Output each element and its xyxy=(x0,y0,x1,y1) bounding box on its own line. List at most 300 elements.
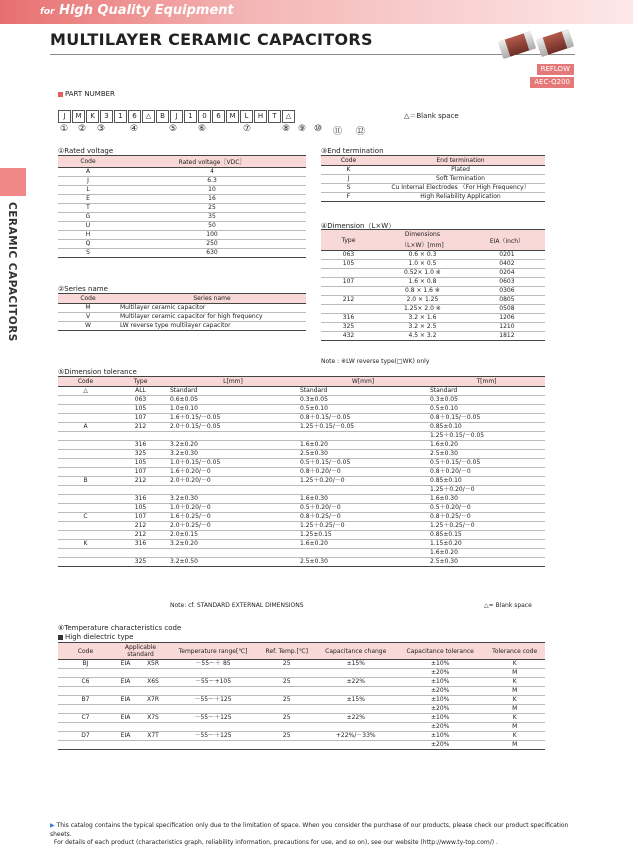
column-header: Code xyxy=(58,377,113,387)
table-cell xyxy=(58,504,113,513)
table-cell: 1210 xyxy=(469,323,545,332)
table-cell: 1.6±0.20 xyxy=(428,549,545,558)
table-row xyxy=(58,540,545,549)
table-cell: 1.6＋0.20/－0 xyxy=(168,468,298,477)
table-cell xyxy=(58,396,113,405)
table-cell xyxy=(298,432,428,441)
table-cell: 3.2 × 2.5 xyxy=(376,323,469,332)
table-cell: 100 xyxy=(118,231,306,240)
part-char-box: 1 xyxy=(184,110,197,123)
table-cell: ±20% xyxy=(396,723,484,732)
series-table xyxy=(58,293,306,331)
table-cell xyxy=(113,432,168,441)
table-cell xyxy=(258,705,315,714)
table-cell: 3.2±0.30 xyxy=(168,450,298,459)
table-cell xyxy=(315,723,396,732)
table-cell: 2.5±0.30 xyxy=(298,450,428,459)
table-cell xyxy=(58,495,113,504)
table-cell: M xyxy=(484,723,545,732)
table-cell: 325 xyxy=(321,323,376,332)
table-row xyxy=(321,278,545,287)
table-cell: 0.5±0.10 xyxy=(428,405,545,414)
table-cell: 2.0＋0.25/－0 xyxy=(168,522,298,531)
table-cell: Standard xyxy=(168,387,298,396)
table-row xyxy=(58,678,545,687)
table-cell: A xyxy=(58,168,118,177)
footer-note: ▶ This catalog contains the typical specification only due to the limitation of space. When you consider the purchase of our products, please check our product specification sheets. For details of each product (characteristics graph, reliability information, precautions for use, and so on), see our website (http://www.ty-top.com/) . xyxy=(50,822,569,846)
table-cell: 3.2±0.20 xyxy=(168,441,298,450)
table-cell: A xyxy=(58,423,113,432)
temp-heading: ⑥Temperature characteristics code xyxy=(58,624,182,632)
table-cell: 0204 xyxy=(469,269,545,278)
table-cell: 105 xyxy=(321,260,376,269)
table-cell: 4.5 × 3.2 xyxy=(376,332,469,341)
table-cell: 0.52× 1.0 ※ xyxy=(376,269,469,278)
index-marker: ③ xyxy=(97,124,106,134)
table-row xyxy=(321,287,545,296)
part-char-box: 3 xyxy=(100,110,113,123)
index-marker: ⑫ xyxy=(356,127,366,137)
column-header: Code xyxy=(58,294,118,304)
part-char-box: B xyxy=(156,110,169,123)
table-cell xyxy=(58,432,113,441)
table-cell: S xyxy=(58,249,118,258)
part-char-box: K xyxy=(86,110,99,123)
column-header: Type xyxy=(321,230,376,251)
table-cell: W xyxy=(58,322,118,331)
table-row xyxy=(321,260,545,269)
table-cell: 0306 xyxy=(469,287,545,296)
table-cell: 107 xyxy=(113,414,168,423)
table-cell xyxy=(321,305,376,314)
table-cell: 1.0±0.10 xyxy=(168,405,298,414)
table-cell: S xyxy=(321,184,376,193)
table-row xyxy=(58,714,545,723)
table-cell xyxy=(138,741,168,750)
table-cell: K xyxy=(58,540,113,549)
column-header: EIA（inch） xyxy=(469,230,545,251)
table-cell: ±22% xyxy=(315,678,396,687)
table-cell: C xyxy=(58,513,113,522)
table-cell xyxy=(58,687,113,696)
table-cell xyxy=(58,669,113,678)
table-cell: G xyxy=(58,213,118,222)
table-cell: Multilayer ceramic capacitor xyxy=(118,304,306,313)
table-cell: 0.85±0.10 xyxy=(428,423,545,432)
table-cell: 316 xyxy=(113,540,168,549)
table-cell: 1.25＋0.25/－0 xyxy=(298,522,428,531)
column-header: Tolerance code xyxy=(484,643,545,660)
table-cell xyxy=(258,723,315,732)
table-cell: X5R xyxy=(138,660,168,669)
table-cell: X7R xyxy=(138,696,168,705)
table-cell xyxy=(58,441,113,450)
tolerance-table xyxy=(58,376,545,567)
table-cell: 105 xyxy=(113,459,168,468)
table-cell xyxy=(168,549,298,558)
index-marker: ② xyxy=(78,124,87,134)
table-cell xyxy=(58,705,113,714)
table-cell: 1.0＋0.15/－0.05 xyxy=(168,459,298,468)
table-cell: Cu Internal Electrodes （For High Frequency） xyxy=(376,184,545,193)
table-cell: －55～+105 xyxy=(168,678,258,687)
table-cell: H xyxy=(58,231,118,240)
table-cell: 3.2±0.20 xyxy=(168,540,298,549)
table-cell: 2.0±0.15 xyxy=(168,531,298,540)
table-cell: 1.6±0.20 xyxy=(428,441,545,450)
table-row xyxy=(58,660,545,669)
table-cell: B xyxy=(58,477,113,486)
table-cell: 0805 xyxy=(469,296,545,305)
banner-text: for High Quality Equipment xyxy=(40,3,234,18)
table-row xyxy=(58,477,545,486)
table-cell: －55～＋125 xyxy=(168,714,258,723)
table-row xyxy=(58,459,545,468)
aec-badge: AEC-Q200 xyxy=(530,77,574,88)
table-cell xyxy=(168,705,258,714)
table-row xyxy=(58,522,545,531)
table-cell xyxy=(168,741,258,750)
table-cell: 0.8＋0.15/－0.05 xyxy=(428,414,545,423)
table-cell: 0.8＋0.20/－0 xyxy=(428,468,545,477)
column-header: Rated voltage［VDC］ xyxy=(118,156,306,168)
table-cell xyxy=(258,669,315,678)
table-cell: 212 xyxy=(113,477,168,486)
table-cell: △ xyxy=(58,387,113,396)
part-char-box: T xyxy=(268,110,281,123)
table-cell: 316 xyxy=(113,441,168,450)
part-char-box: M xyxy=(226,110,239,123)
table-cell: 0508 xyxy=(469,305,545,314)
part-char-box: M xyxy=(72,110,85,123)
table-row xyxy=(58,168,306,177)
table-cell: 212 xyxy=(113,522,168,531)
table-cell xyxy=(58,459,113,468)
table-cell: 1206 xyxy=(469,314,545,323)
table-cell: M xyxy=(58,304,118,313)
index-marker: ⑩ xyxy=(314,124,323,134)
table-cell: D7 xyxy=(58,732,113,741)
table-cell xyxy=(58,531,113,540)
table-cell xyxy=(58,723,113,732)
table-cell: BJ xyxy=(58,660,113,669)
index-marker: ⑥ xyxy=(198,124,207,134)
table-cell: Standard xyxy=(428,387,545,396)
table-cell: ALL xyxy=(113,387,168,396)
table-cell: 4 xyxy=(118,168,306,177)
column-header: Capacitance change xyxy=(315,643,396,660)
dimension-note: Note : ※LW reverse type(□WK) only xyxy=(321,358,430,365)
column-header: Capacitance tolerance xyxy=(396,643,484,660)
table-cell: －55～＋ 85 xyxy=(168,660,258,669)
table-cell: EIA xyxy=(113,660,138,669)
table-cell xyxy=(58,414,113,423)
series-heading: ②Series name xyxy=(58,285,108,293)
table-cell xyxy=(321,269,376,278)
column-header: Code xyxy=(58,156,118,168)
table-cell: 0.8 × 1.6 ※ xyxy=(376,287,469,296)
table-cell xyxy=(113,705,138,714)
column-header: （L×W）[mm] xyxy=(376,239,469,251)
table-cell: ±22% xyxy=(315,714,396,723)
table-cell: 107 xyxy=(113,513,168,522)
table-cell: 35 xyxy=(118,213,306,222)
table-cell: 1.6＋0.25/－0 xyxy=(168,513,298,522)
table-cell: －55～＋125 xyxy=(168,696,258,705)
table-cell: 0.5±0.10 xyxy=(298,405,428,414)
table-cell: 1.25＋0.20/－0 xyxy=(298,477,428,486)
table-cell: 1.6 × 0.8 xyxy=(376,278,469,287)
index-marker: ⑦ xyxy=(243,124,252,134)
table-cell: 2.5±0.30 xyxy=(428,558,545,567)
table-cell: K xyxy=(484,678,545,687)
table-cell: ±15% xyxy=(315,660,396,669)
column-header: Series name xyxy=(118,294,306,304)
table-cell: 6.3 xyxy=(118,177,306,186)
table-cell: 1.25＋0.25/－0 xyxy=(428,522,545,531)
table-row xyxy=(58,669,545,678)
table-cell xyxy=(113,549,168,558)
table-row xyxy=(321,296,545,305)
table-row xyxy=(58,177,306,186)
index-marker: ⑧ xyxy=(282,124,291,134)
index-marker: ⑤ xyxy=(169,124,178,134)
table-cell: 0.8＋0.20/－0 xyxy=(298,468,428,477)
table-cell: K xyxy=(484,732,545,741)
table-cell: K xyxy=(484,696,545,705)
table-cell: ±15% xyxy=(315,696,396,705)
table-cell: Q xyxy=(58,240,118,249)
table-cell: 1.0＋0.20/－0 xyxy=(168,504,298,513)
table-cell: 250 xyxy=(118,240,306,249)
table-cell: EIA xyxy=(113,678,138,687)
table-row xyxy=(58,513,545,522)
table-cell: 0201 xyxy=(469,251,545,260)
table-cell: J xyxy=(58,177,118,186)
table-cell: E xyxy=(58,195,118,204)
table-cell: 316 xyxy=(321,314,376,323)
table-cell: Multilayer ceramic capacitor for high frequency xyxy=(118,313,306,322)
table-cell xyxy=(168,486,298,495)
table-cell: 1.25＋0.20/－0 xyxy=(428,486,545,495)
table-cell: V xyxy=(58,313,118,322)
table-row xyxy=(58,723,545,732)
table-cell: K xyxy=(484,714,545,723)
table-row xyxy=(58,687,545,696)
table-cell xyxy=(138,669,168,678)
table-cell: L xyxy=(58,186,118,195)
tolerance-heading: ⑤Dimension tolerance xyxy=(58,368,137,376)
table-cell: 212 xyxy=(113,531,168,540)
table-cell: 1.25＋0.15/－0.05 xyxy=(298,423,428,432)
table-cell: ±10% xyxy=(396,678,484,687)
table-cell xyxy=(138,705,168,714)
table-row xyxy=(58,304,306,313)
table-cell: ±20% xyxy=(396,741,484,750)
table-cell: C6 xyxy=(58,678,113,687)
table-row xyxy=(58,405,545,414)
column-header: Applicable standard xyxy=(113,643,168,660)
table-cell xyxy=(315,705,396,714)
table-row xyxy=(58,705,545,714)
table-cell: 25 xyxy=(118,204,306,213)
table-row xyxy=(58,213,306,222)
table-cell: EIA xyxy=(113,696,138,705)
table-cell: K xyxy=(484,660,545,669)
table-cell: 0.8＋0.25/－0 xyxy=(298,513,428,522)
table-cell: X7T xyxy=(138,732,168,741)
table-cell: 316 xyxy=(113,495,168,504)
title-divider xyxy=(50,54,575,55)
table-cell xyxy=(58,741,113,750)
table-row xyxy=(58,696,545,705)
table-cell: M xyxy=(484,741,545,750)
blank-space-note: △＝Blank space xyxy=(404,112,459,120)
table-cell: K xyxy=(321,166,376,175)
table-cell: Soft Termination xyxy=(376,175,545,184)
table-cell: 0.5＋0.15/－0.05 xyxy=(428,459,545,468)
table-cell: EIA xyxy=(113,732,138,741)
table-cell: ±10% xyxy=(396,660,484,669)
dimension-table xyxy=(321,229,545,341)
rated-voltage-table xyxy=(58,155,306,258)
table-cell: 105 xyxy=(113,405,168,414)
table-cell: M xyxy=(484,669,545,678)
table-cell: 063 xyxy=(321,251,376,260)
table-row xyxy=(321,175,545,184)
table-row xyxy=(58,732,545,741)
table-row xyxy=(58,322,306,331)
table-cell xyxy=(315,669,396,678)
table-row xyxy=(58,387,545,396)
table-cell: 0.8＋0.25/－0 xyxy=(428,513,545,522)
table-row xyxy=(321,166,545,175)
table-cell: ±10% xyxy=(396,714,484,723)
table-cell: 630 xyxy=(118,249,306,258)
table-cell: 2.0＋0.20/－0 xyxy=(168,477,298,486)
table-cell: M xyxy=(484,687,545,696)
table-cell xyxy=(168,723,258,732)
table-cell xyxy=(258,687,315,696)
temperature-table xyxy=(58,642,545,750)
table-row xyxy=(321,332,545,341)
table-cell: 325 xyxy=(113,558,168,567)
table-cell: 2.5±0.30 xyxy=(298,558,428,567)
table-cell xyxy=(298,486,428,495)
table-row xyxy=(58,195,306,204)
table-cell xyxy=(58,549,113,558)
table-row xyxy=(58,423,545,432)
table-cell: X7S xyxy=(138,714,168,723)
table-cell xyxy=(113,741,138,750)
table-cell: 105 xyxy=(113,504,168,513)
table-cell xyxy=(58,405,113,414)
column-header: L[mm] xyxy=(168,377,298,387)
part-char-box: 0 xyxy=(198,110,211,123)
table-cell: 1.0 × 0.5 xyxy=(376,260,469,269)
table-cell: F xyxy=(321,193,376,202)
column-header: Code xyxy=(321,156,376,166)
index-marker: ④ xyxy=(130,124,139,134)
table-cell xyxy=(58,522,113,531)
column-header: Code xyxy=(58,643,113,660)
table-row xyxy=(58,222,306,231)
index-marker: ⑨ xyxy=(298,124,307,134)
table-row xyxy=(58,240,306,249)
part-char-box: 6 xyxy=(212,110,225,123)
table-cell xyxy=(258,741,315,750)
table-cell: ±10% xyxy=(396,732,484,741)
table-cell: 1.25＋0.15/－0.05 xyxy=(428,432,545,441)
reflow-badge: REFLOW xyxy=(537,64,574,75)
table-cell: 0.5＋0.20/－0 xyxy=(428,504,545,513)
table-cell: ±20% xyxy=(396,705,484,714)
table-cell: 0.6 × 0.3 xyxy=(376,251,469,260)
table-cell: 1.25× 2.0 ※ xyxy=(376,305,469,314)
table-cell: 2.0＋0.15/－0.05 xyxy=(168,423,298,432)
column-header: W[mm] xyxy=(298,377,428,387)
table-cell: J xyxy=(321,175,376,184)
table-row xyxy=(321,184,545,193)
table-row xyxy=(321,193,545,202)
table-cell: 3.2±0.30 xyxy=(168,495,298,504)
table-row xyxy=(58,249,306,258)
page-title: MULTILAYER CERAMIC CAPACITORS xyxy=(50,30,373,49)
table-cell xyxy=(315,687,396,696)
table-cell: High Reliability Application xyxy=(376,193,545,202)
table-cell: T xyxy=(58,204,118,213)
table-cell: X6S xyxy=(138,678,168,687)
table-cell: 2.5±0.30 xyxy=(428,450,545,459)
table-row xyxy=(58,504,545,513)
column-header: Dimensions xyxy=(376,230,469,240)
table-cell: 1812 xyxy=(469,332,545,341)
table-row xyxy=(321,269,545,278)
table-cell: 0.6±0.05 xyxy=(168,396,298,405)
table-cell: 25 xyxy=(258,678,315,687)
table-cell xyxy=(138,723,168,732)
table-row xyxy=(58,549,545,558)
tolerance-blank-note: △= Blank space xyxy=(484,602,532,609)
table-cell: +22%/－33% xyxy=(315,732,396,741)
table-cell xyxy=(58,468,113,477)
table-cell: C7 xyxy=(58,714,113,723)
table-cell: M xyxy=(484,705,545,714)
dimension-heading: ④Dimension（L×W） xyxy=(321,222,396,230)
table-cell xyxy=(298,549,428,558)
table-row xyxy=(321,314,545,323)
rated-voltage-heading: ①Rated voltage xyxy=(58,147,114,155)
part-char-box: H xyxy=(254,110,267,123)
table-cell: ±20% xyxy=(396,687,484,696)
table-cell: 3.2±0.50 xyxy=(168,558,298,567)
part-char-box: △ xyxy=(142,110,155,123)
table-row xyxy=(58,313,306,322)
table-cell: 1.25±0.15 xyxy=(298,531,428,540)
table-cell: 3.2 × 1.6 xyxy=(376,314,469,323)
table-cell: 0.8＋0.15/－0.05 xyxy=(298,414,428,423)
table-cell: 25 xyxy=(258,660,315,669)
end-termination-table xyxy=(321,155,545,202)
table-cell: 063 xyxy=(113,396,168,405)
part-number-boxes xyxy=(58,110,296,123)
capacitor-chip-image xyxy=(536,29,574,57)
table-cell: 0.3±0.05 xyxy=(298,396,428,405)
table-row xyxy=(58,558,545,567)
table-cell xyxy=(58,450,113,459)
table-cell: 0603 xyxy=(469,278,545,287)
column-header: T[mm] xyxy=(428,377,545,387)
